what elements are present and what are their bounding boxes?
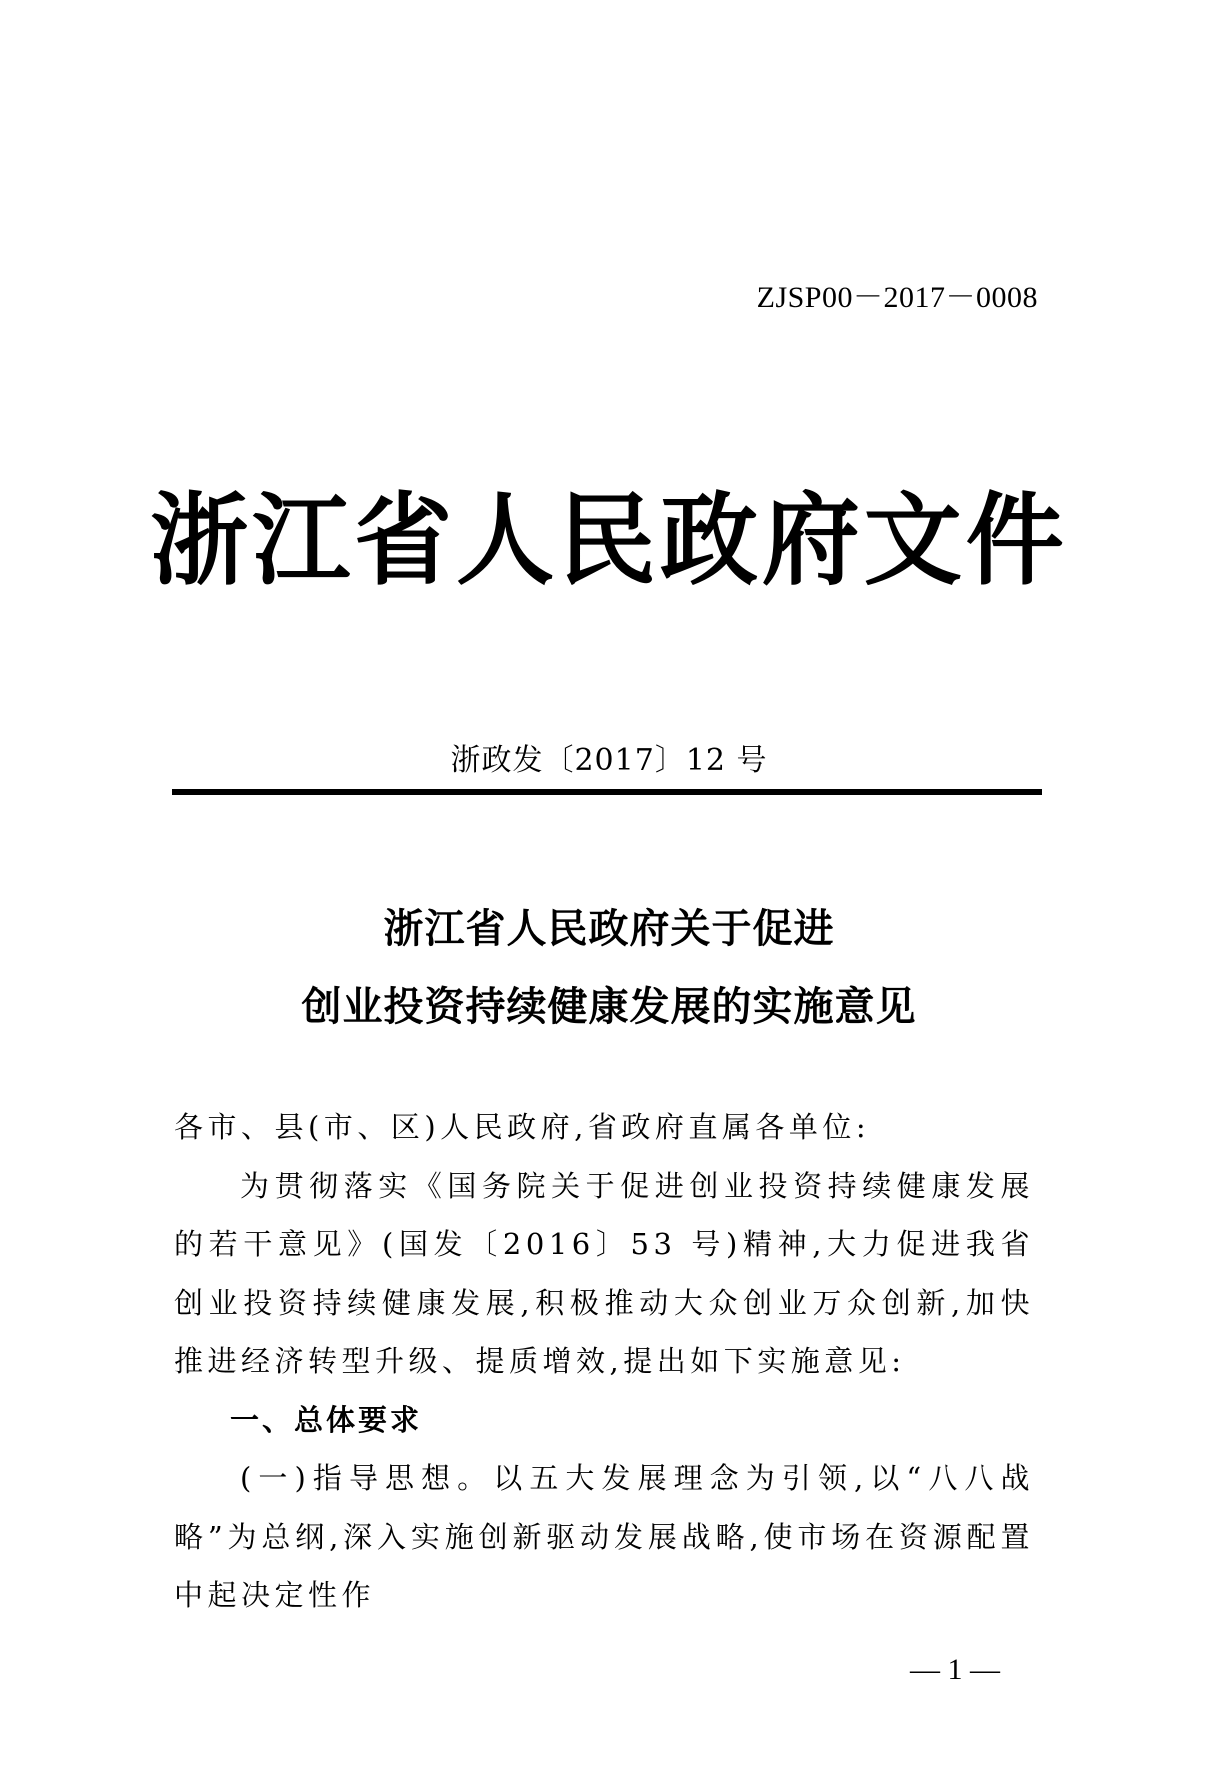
header-divider <box>172 789 1042 795</box>
intro-paragraph: 为贯彻落实《国务院关于促进创业投资持续健康发展的若干意见》(国发〔2016〕53 号)精神,大力促进我省创业投资持续健康发展,积极推动大众创业万众创新,加快推进经济转型升级、提质增效,提出如下实施意见: <box>174 1168 1034 1378</box>
document-body <box>174 1098 1034 1625</box>
document-code: ZJSP00－2017－0008 <box>756 281 1038 314</box>
guiding-ideology-paragraph: (一)指导思想。以五大发展理念为引领,以“八八战略”为总纲,深入实施创新驱动发展战略,使市场在资源配置中起决定性作 <box>174 1461 1034 1612</box>
title-line-2: 创业投资持续健康发展的实施意见 <box>301 983 917 1030</box>
document-title <box>0 890 1218 1046</box>
section-heading: 一、总体要求 <box>230 1402 423 1437</box>
page-number: — 1 — <box>910 1653 1000 1686</box>
document-number: 浙政发〔2017〕12 号 <box>450 743 768 778</box>
salutation: 各市、县(市、区)人民政府,省政府直属各单位: <box>174 1110 871 1144</box>
masthead-title: 浙江省人民政府文件 <box>150 481 1068 599</box>
title-line-1: 浙江省人民政府关于促进 <box>383 905 835 952</box>
